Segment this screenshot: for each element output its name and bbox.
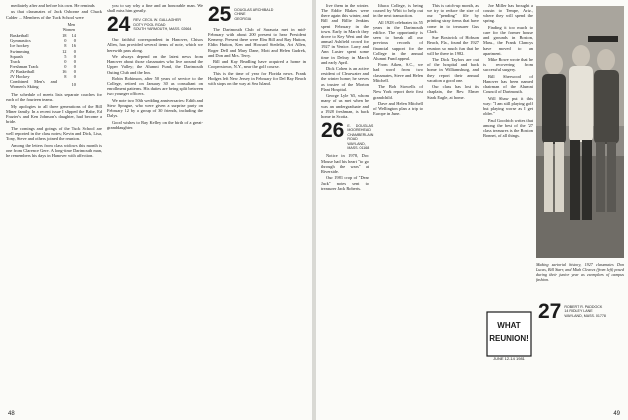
table-cell-women: 0 — [73, 58, 76, 64]
paragraph: you to say why a fine and an honorable man. We shall miss him greatly. — [107, 3, 203, 14]
table-cell-sport: Freshman Track — [10, 63, 39, 69]
table-cell-sport: Squash — [10, 53, 23, 59]
left-column-2 — [107, 3, 203, 131]
svg-text:REUNION!: REUNION! — [489, 334, 529, 343]
table-cell-men: 16 — [62, 68, 67, 74]
table-cell-women: 0 — [73, 68, 76, 74]
table-cell-men: 18 — [62, 33, 67, 39]
table-cell-sport: JV Basketball — [10, 68, 35, 74]
paragraph: This is catch-up month, as we try to reduce the size of our "pending" file by printing stray items that have come in to treasurer Gus Clark. — [427, 3, 479, 34]
paragraph: Bill and Kay Beadling have acquired a home in Cooperstown, N.Y., near the golf course. — [208, 59, 306, 70]
table-cell-sport: Gymnastics — [10, 38, 31, 44]
paragraph: Ithaca College, is being coaxed by Whit to help out in the next transaction. — [373, 3, 423, 19]
secretary-city: WAYLAND, MASS. 01778 — [564, 313, 606, 318]
table-cell-sport: Swimming — [10, 48, 30, 54]
class-year-number: 27 — [538, 300, 562, 323]
secretary-address: DOTY POOL ROAD — [133, 22, 166, 27]
table-cell-sport: Combined Men's and Women's Skiing — [10, 79, 57, 90]
paragraph: We note two 50th wedding anniversaries: Edith and Stew Sprague, who were given a surprise party on February 12 by a group of 30 friends, including the Dalys. — [107, 97, 203, 119]
class-notice-24 — [107, 13, 203, 37]
table-cell-women: 16 — [71, 43, 76, 49]
class-year-number: 26 — [321, 119, 345, 143]
table-cell-men: 5 — [64, 53, 67, 59]
paragraph: Mike Rowe wrote that he is recovering from successful surgery. — [483, 57, 533, 73]
right-column-2 — [373, 3, 423, 118]
table-cell-women: 0 — [73, 63, 76, 69]
paragraph: The Bob Stowells of New York report their first grandchild. — [373, 84, 423, 100]
right-column-4 — [483, 3, 533, 303]
secretary-name: E. DOUGLAS MOOREHEAD — [347, 124, 374, 133]
paragraph: Sue Bostwick of Hobson Beach, Fla., found the 1927 reunion so much fun that he will be there in 1982. — [427, 35, 479, 56]
class-photograph — [536, 6, 624, 258]
paragraph: The comings and goings of the Tuck School are well reported in the class notes; Kevin and Dick, Lisa, Tony, Steve and others joined the reunion. — [6, 125, 102, 142]
photograph-image — [536, 6, 624, 258]
class-notice-25 — [208, 5, 306, 24]
table-cell-women: 0 — [73, 38, 76, 44]
table-header: Men Women — [62, 22, 75, 33]
table-cell-men: 0 — [64, 63, 67, 69]
secretary-address: CHAMBERLAIN ROAD — [347, 132, 374, 142]
paragraph: Will Shaw put it this way: "I am still playing golf but playing worse as I get older." — [483, 95, 533, 117]
paragraph: Robin Robinson, after 50 years of service to the College, retired on January 30 as consultant on enrollment patterns. His duties are being split between two younger officers. — [107, 76, 203, 97]
secretary-name: REV. CECIL W. GALLAGHER — [133, 18, 182, 23]
paragraph: Notice in 1978, Doc Mouse had his heart "to go through the wars" at Riverside. — [321, 153, 369, 174]
paragraph: George Lyle '65, whom many of us met when he was an undergraduate and a 1928 freshman, is back home in Scotia. — [321, 93, 369, 119]
table-cell-sport: Basketball — [10, 33, 29, 39]
secretary-city: WAYLAND, MASS. 01168 — [347, 141, 370, 151]
table-cell-women: 10 — [71, 81, 76, 87]
secretary-city: GEORGIA — [234, 16, 252, 21]
page-number: 49 — [613, 411, 620, 417]
table-cell-women: 0 — [73, 74, 76, 79]
left-column-1 — [6, 3, 102, 159]
class-year-number: 25 — [208, 3, 232, 26]
paragraph: Among the letters from class widows this month is one from Clarence Gere. A long-time Dartmouth man, he remembers his days in Hanover with affection. — [6, 142, 102, 158]
table-cell-men: 8 — [64, 43, 67, 49]
right-column-1 — [321, 3, 374, 192]
table-row — [10, 79, 76, 89]
table-cell-men: 0 — [64, 58, 67, 64]
left-column-3 — [208, 3, 306, 88]
table-cell-women: 14 — [71, 33, 76, 39]
paragraph: My apologies to all three generations of the Bill Miner family. In a recent issue I slipped the Babe, Ed Frazier's and Ken Johnson's daughter, had become a bride. — [6, 103, 102, 125]
secretary-name: DOUGLAS ARCHIBALD — [234, 8, 274, 12]
table-cell-men — [57, 79, 67, 89]
paragraph: mediately after and before his own. He reminds — [11, 3, 95, 8]
reunion-stamp-graphic — [486, 311, 532, 357]
secretary-address: CHINE — [234, 12, 246, 17]
paragraph: We always depend on the latest news from Hanover about those classmates who live around the Upper Valley; the Alumni Fund, the Dartmouth Outing Club and the Inn. — [107, 54, 203, 75]
paragraph: Bill Sherwood of Hanover has been named chairman of the Alumni Council of Dartmouth. — [483, 73, 533, 95]
table-cell-women: 0 — [73, 48, 76, 54]
paragraph: The Dartmouth Club of Sarasota met in mid-February with about 200 present to hear President Kemeny. Present there were Elm Bill and Ray Hutton, Eldin Hutton, Ken and Howard Stedelin, Art Allen, Roger Dell and Mary Dane, Mott and Helen Gudrek, and Don and Mrs. Terry. — [208, 27, 306, 58]
paragraph: The schedule of meets lists separate coaches for each of the fourteen teams. — [6, 92, 102, 103]
paragraph: Dave and Helen Mitchell of Wellington plan a trip to Europe in June. — [373, 101, 423, 117]
paragraph: Our class has lost its chaplain, the Rev. Elmer Stark Eagle, at home. — [427, 84, 479, 100]
secretary-city: SOUTH YARMOUTH, MASS. 02664 — [133, 27, 192, 32]
table-cell-sport: JV Hockey — [10, 74, 30, 79]
table-cell-men: 8 — [64, 74, 67, 79]
paragraph: The Dick Taylors are out of the hospital and back home in Williamsburg, and they report their annual vacation a good one. — [427, 57, 479, 83]
paragraph: Good wishes to Ray Kelley on the birth of a great-granddaughter. — [107, 119, 203, 130]
page-number: 48 — [8, 411, 15, 417]
paragraph: Our faithful correspondent in Hanover, Chisos Allen, has provided several items of note, which we herewith pass along. — [107, 37, 203, 53]
class-notice-27 — [538, 302, 624, 321]
paragraph: us that classmates of Jack Osborne and Chuck Calder ... Members of the Tuck School were — [6, 9, 102, 20]
paragraph: Dick Cohen is an active resident of Clearwater and the winter home; he serves as trustee of the Morton Plant Hospital. — [321, 66, 369, 92]
paragraph: All 1928 celebrates its 55 years in the Dartmouth edifice. The opportunity is seen to break all our previous records of financial support for the College in the annual Alumni Fund appeal. — [373, 19, 423, 61]
secretary-name: ROBERT R. PADDOCK — [564, 305, 603, 309]
secretary-address: 14 RIDLEY LANE — [564, 309, 593, 314]
table-cell-men: 0 — [64, 38, 67, 44]
paragraph: Finding it too much to care for the former house and grounds in Boston, Mass., the Frank Clancys have moved to an apartment. — [483, 24, 533, 56]
paragraph: live them in the winter. The Eddie Blakes were there again this winter, and Bill and Billie Jenkins spent February in the town. Early in March they drove to Key West and the annual Ashfield crowd for 1927 in Venice. Larry and Ann Luster spent some time in Delray in March and early April. — [321, 3, 369, 65]
class-notice-26 — [321, 119, 374, 151]
left-page — [0, 0, 312, 420]
reunion-stamp — [486, 311, 532, 357]
stamp-text: WHAT — [497, 321, 521, 330]
right-page — [316, 0, 628, 420]
table-cell-women: 0 — [73, 53, 76, 59]
paragraph: From Aiken, S.C., we had word from two classmates, Steve and Helen Mitchell. — [373, 62, 423, 83]
reunion-date: JUNE 12-14 1981 — [493, 356, 525, 361]
paragraph: Our 1981 crop of "Dear Jack" notes sent to treasurer Jack Roberts. — [321, 175, 369, 191]
table-cell-sport: Track — [10, 58, 21, 64]
table-cell-sport: Ice hockey — [10, 43, 30, 49]
team-membership-table — [10, 21, 76, 89]
paragraph: Joe Miller has brought a cousin to Tempe, Ariz., where they will spend the spring. — [483, 3, 533, 24]
paragraph: Paul Goodrich writes that among the best of the '27 class treasures is the Boston Bonnet, of all things. — [483, 117, 533, 139]
photo-caption: Making sartorial history, 1927 classmates Don Lucas, Bill Starr, and Miah Cleaves (from left) posed during their junior year as exemplars of campus fashion. — [536, 262, 624, 282]
right-column-3 — [427, 3, 479, 303]
paragraph: This is the time of year for Florida news. Frank Hodges left New Jersey in February for Del Ray Beach with stops on the way at Sea Island. — [208, 70, 306, 87]
table-cell-men: 12 — [62, 48, 67, 54]
class-year-number: 24 — [107, 13, 131, 37]
